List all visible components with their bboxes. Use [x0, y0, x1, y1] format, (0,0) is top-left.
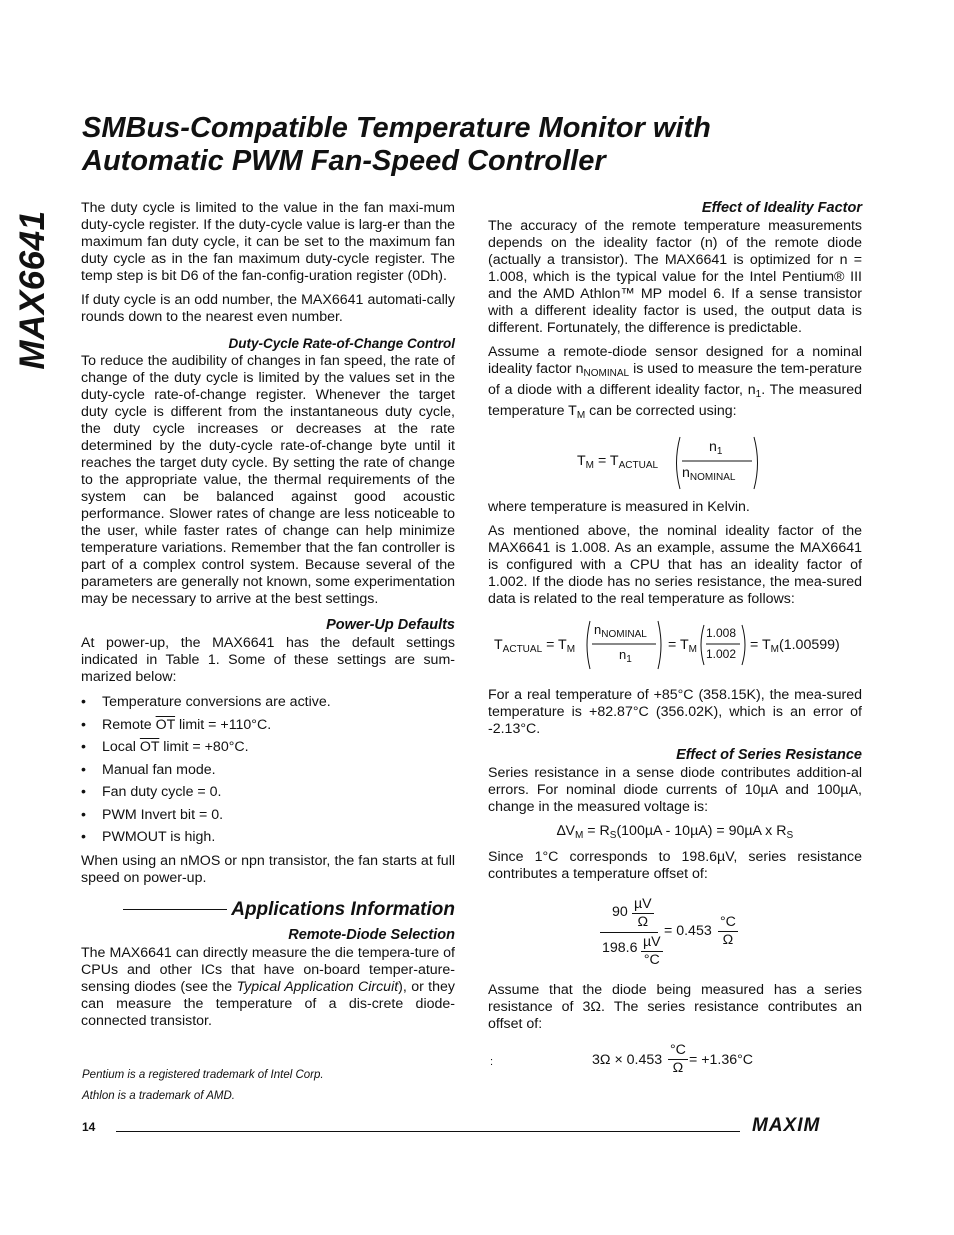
defaults-list [81, 694, 455, 846]
title-line-1: SMBus-Compatible Temperature Monitor with [82, 112, 711, 144]
page-title [82, 112, 882, 178]
footer-rule [116, 1131, 740, 1132]
equation-correction: $T_M = T_{ACTUAL}$ $n_1$ $n_{NOMINAL}$ [488, 431, 862, 495]
paragraph: Assume a remote-diode sensor designed for a nominal ideality factor $n_{NOMINAL}$ is used to measure the tem-perature of a diode with a different ideality factor, $n_1$. The measured temperature $T_M$ can be corrected using: [488, 344, 862, 421]
equation-voltage: $\Delta V_M = R_S(100\mu A - 10\mu A) = 90\mu A$ x $R_S$ [556, 823, 794, 841]
paragraph: To reduce the audibility of changes in fan speed, the rate of change of the duty cycle is limited by the values set in the duty-cycle rate-of-change register. Whenever the target duty cycle is different from the instantaneous duty cycle, the duty cycle increases or decreases at the rate determined by the duty-cycle rate-of-change byte until it reaches the target duty cycle. By setting the rate of change to the appropriate value, the thermal requirements of the system can be balanced against good acoustic performance. Slower rates of change are less noticeable to the user, while faster rates of change can help minimize temperature variations. Remember that the fan controller is part of a complex control system. Because several of the parameters are generally not known, some experimentation may be necessary to arrive at the best settings. [81, 353, 455, 607]
paragraph: At power-up, the MAX6641 has the default settings indicated in Table 1. Some of these settings are sum-marized below: [81, 635, 455, 685]
list-item: • Fan duty cycle = 0. [81, 784, 222, 800]
page-number: 14 [82, 1120, 96, 1134]
list-item: • Local $\overline{OT}$ limit = +80°C. [81, 739, 249, 755]
footnote: Athlon is a trademark of AMD. [82, 1090, 235, 1102]
equation-offset: 90 $\frac{\text{µV}}{\Omega}$ 198.6 $\frac{\text{µV}}{^\circ C}$ = 0.453 $\frac{^\circ C}{\Omega}$ [602, 896, 736, 968]
fraction-bar [600, 932, 658, 933]
paragraph: The MAX6641 can directly measure the die tempera-ture of CPUs and other ICs that have on-board temper-ature-sensing diodes (see the Typical Application Circuit), or they can measure the temperature of a dis-crete diode-connected transistor. [81, 945, 455, 1029]
left-column [81, 200, 455, 1037]
equation-example: $T_{ACTUAL} = T_M$ $n_{NOMINAL}$ $n_1$ = $T_M$ 1.008 1.002 = $T_M(1.00599)$ [488, 615, 862, 683]
heading-ideality-factor: Effect of Ideality Factor [701, 200, 862, 216]
side-part-number [6, 205, 60, 375]
title-line-2: Automatic PWM Fan-Speed Controller [82, 145, 606, 177]
paragraph: If duty cycle is an odd number, the MAX6641 automati-cally rounds down to the nearest even number. [81, 292, 455, 325]
heading-remote-diode-selection: Remote-Diode Selection [288, 927, 455, 943]
paragraph: Since 1°C corresponds to 198.6µV, series resistance contributes a temperature offset of: [488, 849, 862, 882]
footnote: Pentium is a registered trademark of Intel Corp. [82, 1069, 324, 1081]
paragraph: Assume that the diode being measured has a series resistance of 3Ω. The series resistance contributes an offset of: [488, 982, 862, 1032]
heading-duty-cycle-roc: Duty-Cycle Rate-of-Change Control [228, 336, 455, 351]
list-item: • PWMOUT is high. [81, 829, 216, 845]
paragraph: where temperature is measured in Kelvin. [488, 499, 750, 515]
heading-power-up-defaults: Power-Up Defaults [326, 617, 455, 633]
list-item: • PWM Invert bit = 0. [81, 806, 224, 823]
right-column [488, 200, 862, 1086]
heading-applications-information: Applications Information [81, 901, 455, 918]
list-item: • Temperature conversions are active. [81, 694, 331, 710]
list-item: • Remote $\overline{OT}$ limit = +110°C. [81, 716, 272, 733]
equation-series-offset: : 3Ω × 0.453 $\frac{^\circ C}{\Omega}$ = +1.36°C [490, 1042, 754, 1076]
paragraph: As mentioned above, the nominal ideality factor of the MAX6641 is 1.008. As an example, assume the MAX6641 is configured with a CPU that has an ideality factor of 1.002. If the diode has no series resistance, the mea-sured data is related to the real temperature as follows: [488, 523, 862, 607]
heading-rule [123, 909, 227, 910]
paragraph: The accuracy of the remote temperature measurements depends on the ideality factor (n) of the remote diode (actually a transistor). The MAX6641 is optimized for n = 1.008, which is the typical value for the Intel Pentium® III and the AMD Athlon™ MP model 6. If a sense transistor with a different ideality factor is used, the output data is different. Fortunately, the difference is predictable. [488, 218, 862, 336]
maxim-logo: MAXIM [752, 1115, 821, 1136]
paragraph: When using an nMOS or npn transistor, the fan starts at full speed on power-up. [81, 853, 455, 886]
paragraph: For a real temperature of +85°C (358.15K), the mea-sured temperature is +82.87°C (356.02K), which is an error of -2.13°C. [488, 687, 862, 737]
side-part-number-text: MAX6641 [13, 210, 52, 370]
heading-series-resistance: Effect of Series Resistance [676, 747, 862, 763]
list-item: • Manual fan mode. [81, 761, 216, 778]
paragraph: The duty cycle is limited to the value in the fan maxi-mum duty-cycle register. If the duty-cycle value is larg-er than the maximum fan duty cycle, it can be set to the maximum fan duty cycle as in the fan maximum duty-cycle register. The temp step is bit D6 of the fan-config-uration register (0Dh). [81, 200, 455, 284]
paragraph: Series resistance in a sense diode contributes addition-al errors. For nominal diode currents of 10µA and 100µA, change in the measured voltage is: [488, 765, 862, 815]
